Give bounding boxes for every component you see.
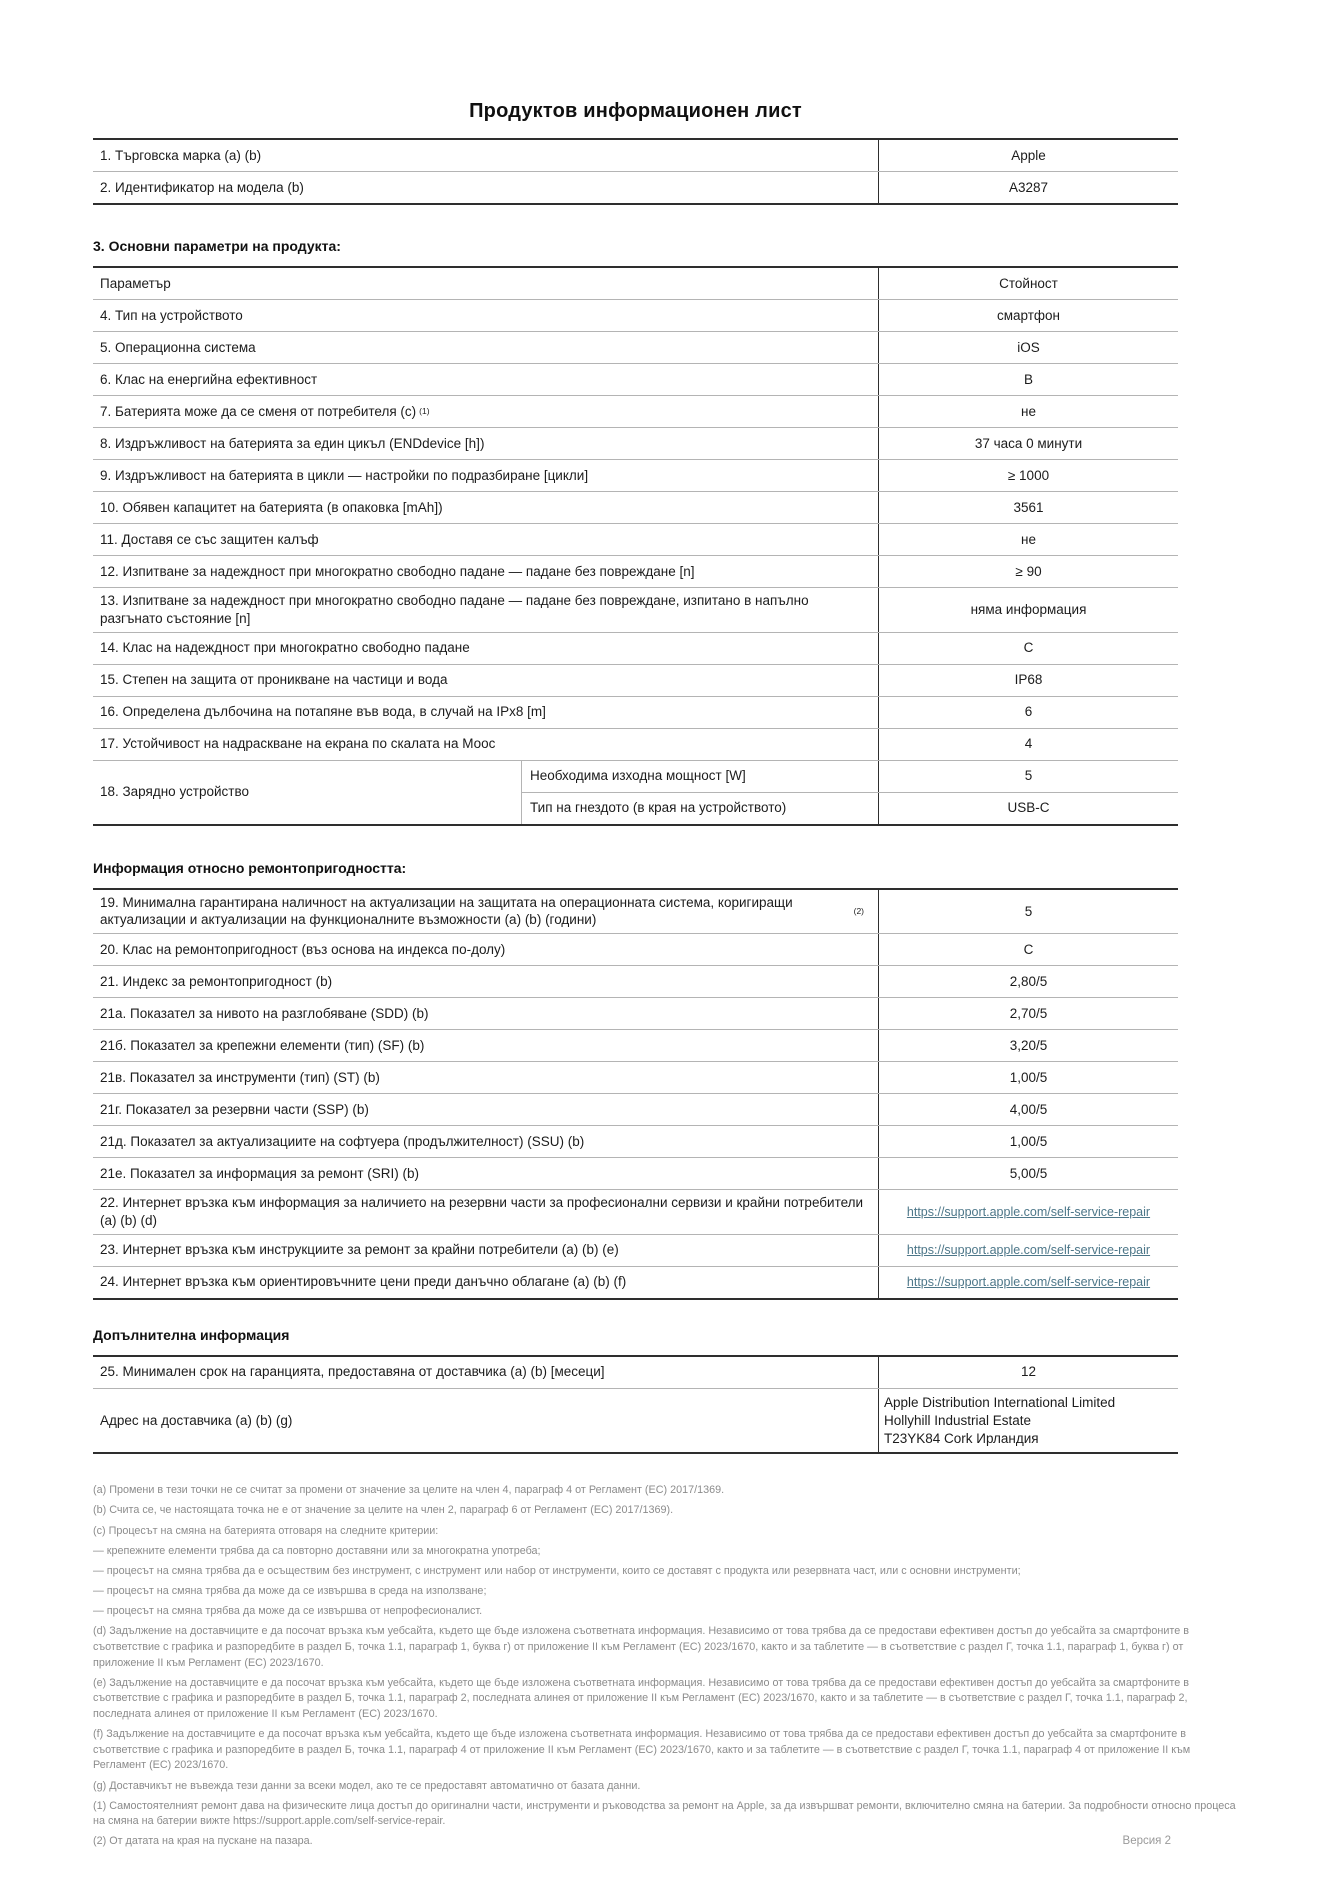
table-row bbox=[93, 890, 1178, 935]
row-label: 11. Доставя се със защитен калъф bbox=[100, 531, 319, 547]
row-value: 37 часа 0 минути bbox=[878, 428, 1178, 459]
row-value bbox=[878, 1267, 1178, 1298]
repair-instructions-link[interactable]: https://support.apple.com/self-service-repair bbox=[906, 1243, 1151, 1258]
footnote-c: (c) Процесът на смяна на батерията отговаря на следните критерии: bbox=[93, 1524, 439, 1537]
table-header-row bbox=[93, 268, 1178, 300]
row-value: ≥ 90 bbox=[878, 556, 1178, 587]
row-value: iOS bbox=[878, 332, 1178, 363]
table-row bbox=[93, 966, 1178, 998]
section-heading-additional: Допълнителна информация bbox=[93, 1326, 290, 1343]
pretax-prices-link[interactable]: https://support.apple.com/self-service-repair bbox=[906, 1275, 1151, 1290]
table-row bbox=[93, 1030, 1178, 1062]
row-label: 21в. Показател за инструменти (тип) (ST) (b) bbox=[100, 1069, 380, 1085]
charger-subrow bbox=[522, 761, 1178, 793]
charger-subrow bbox=[522, 793, 1178, 824]
subrow-label: Тип на гнездото (в края на устройството) bbox=[530, 800, 787, 816]
row-value: C bbox=[878, 633, 1178, 664]
table-row bbox=[93, 1190, 1178, 1235]
table-row bbox=[93, 1126, 1178, 1158]
row-value bbox=[878, 1235, 1178, 1266]
subrow-value: USB-C bbox=[878, 793, 1178, 824]
row-label: 23. Интернет връзка към инструкциите за ремонт за крайни потребители (a) (b) (e) bbox=[100, 1242, 619, 1258]
row-value: IP68 bbox=[878, 665, 1178, 696]
charger-subtable bbox=[521, 761, 1178, 824]
row-label: 21б. Показател за крепежни елементи (тип) (SF) (b) bbox=[100, 1037, 425, 1053]
table-row bbox=[93, 140, 1178, 172]
row-label: 21е. Показател за информация за ремонт (SRI) (b) bbox=[100, 1165, 419, 1181]
table-row bbox=[93, 1062, 1178, 1094]
footnote-2: (2) От датата на края на пускане на пазара. bbox=[93, 1835, 313, 1848]
row-label: 13. Изпитване за надеждност при многократно свободно падане — падане без повреждане, изпитано в напълно разгънато състояние [n] bbox=[100, 593, 809, 626]
supplier-address-line: T23YK84 Cork Ирландия bbox=[884, 1430, 1039, 1446]
column-header-parameter: Параметър bbox=[100, 275, 171, 291]
row-value: 2,80/5 bbox=[878, 966, 1178, 997]
table-row bbox=[93, 1267, 1178, 1298]
page-title: Продуктов информационен лист bbox=[469, 100, 802, 122]
row-value: Apple bbox=[878, 140, 1178, 171]
row-label: 9. Издръжливост на батерията в цикли — настройки по подразбиране [цикли] bbox=[100, 467, 589, 483]
row-value: 1,00/5 bbox=[878, 1062, 1178, 1093]
table-row bbox=[93, 934, 1178, 966]
table-row bbox=[93, 1158, 1178, 1190]
footnote-c-bullet-2: — процесът на смяна трябва да е осъществим без инструмент, с инструмент или набор от инструменти, които се доставят с продукта или резервната част, или с основни инструменти; bbox=[93, 1564, 1021, 1577]
table-row bbox=[93, 556, 1178, 588]
row-label: 24. Интернет връзка към ориентировъчните цени преди данъчно облагане (a) (b) (f) bbox=[100, 1274, 627, 1290]
row-label: 21д. Показател за актуализациите на софтуера (продължителност) (SSU) (b) bbox=[100, 1133, 585, 1149]
row-label: 5. Операционна система bbox=[100, 339, 256, 355]
row-value: 2,70/5 bbox=[878, 998, 1178, 1029]
row-value: 12 bbox=[878, 1357, 1178, 1388]
row-label: 18. Зарядно устройство bbox=[100, 784, 249, 800]
supplier-address bbox=[878, 1389, 1178, 1452]
row-label-text: 19. Минимална гарантирана наличност на актуализации на защитата на операционната система, коригиращи актуализации и актуализации на функционалните възможности (a) (b) (години) bbox=[100, 894, 793, 928]
footnote-d: (d) Задължение на доставчиците е да посочат връзка към уебсайта, където ще бъде изложена съответната информация. Независимо от това трябва да се предостави ефективен достъп до уебсайта за смартфоните в съответствие с графика и разпоредбите в раздел Б, точка 1.1, параграф 1, буква г) от приложение II към Регламент (ЕС) 2023/1670, както и за таблетите — в съответствие с раздел Г, точка 1.1, параграф 1, буква г) от приложение II към Регламент (ЕС) 2023/1670. bbox=[93, 1625, 1189, 1669]
row-label: 16. Определена дълбочина на потапяне във вода, в случай на IPx8 [m] bbox=[100, 704, 546, 720]
footnote-1: (1) Самостоятелният ремонт дава на физическите лица достъп до оригинални части, инструменти и ръководства за ремонт на Apple, за да извършват ремонти, включително смяна на батерии. За подробности относно процеса на смяна на батерии вижте https://support.apple.com/self-service-repair. bbox=[93, 1799, 1236, 1828]
row-value: 1,00/5 bbox=[878, 1126, 1178, 1157]
table-row bbox=[93, 300, 1178, 332]
footnote-c-bullet-3: — процесът на смяна трябва да може да се извършва в среда на използване; bbox=[93, 1585, 487, 1598]
row-value: смартфон bbox=[878, 300, 1178, 331]
footnote-ref-1: (1) bbox=[419, 406, 430, 417]
supplier-address-line: Apple Distribution International Limited bbox=[884, 1394, 1116, 1410]
footnote-a: (a) Промени в тези точки не се считат за промени от значение за целите на член 4, параграф 4 от Регламент (ЕС) 2017/1369. bbox=[93, 1484, 725, 1497]
row-value: 6 bbox=[878, 697, 1178, 728]
charger-row bbox=[93, 761, 1178, 824]
row-label: 21. Индекс за ремонтопригодност (b) bbox=[100, 973, 333, 989]
row-label: 2. Идентификатор на модела (b) bbox=[100, 179, 304, 195]
row-label: 15. Степен на защита от проникване на частици и вода bbox=[100, 672, 448, 688]
table-row bbox=[93, 633, 1178, 665]
footnote-ref-2: (2) bbox=[853, 906, 864, 917]
row-label-text: 7. Батерията може да се сменя от потребителя (c) bbox=[100, 403, 417, 419]
table-row bbox=[93, 428, 1178, 460]
repairability-table bbox=[93, 888, 1178, 1300]
row-label bbox=[93, 396, 878, 427]
table-row bbox=[93, 492, 1178, 524]
footnote-f: (f) Задължение на доставчиците е да посочат връзка към уебсайта, където ще бъде изложена съответната информация. Независимо от това трябва да се предостави ефективен достъп до уебсайта за смартфоните в съответствие с графика и разпоредбите в раздел Б, точка 1.1, параграф 4 от приложение II към Регламент (ЕС) 2023/1670, както и за таблетите — в съответствие с раздел Г, точка 1.1, параграф 4 от приложение II към Регламент (ЕС) 2023/1670. bbox=[93, 1728, 1191, 1772]
row-label: 6. Клас на енергийна ефективност bbox=[100, 371, 318, 387]
table-row bbox=[93, 588, 1178, 633]
identification-table bbox=[93, 138, 1178, 205]
row-value: 3561 bbox=[878, 492, 1178, 523]
table-row bbox=[93, 172, 1178, 203]
row-label bbox=[93, 890, 878, 934]
table-row bbox=[93, 729, 1178, 761]
table-row bbox=[93, 998, 1178, 1030]
subrow-value: 5 bbox=[878, 761, 1178, 792]
row-value: C bbox=[878, 934, 1178, 965]
row-value: A3287 bbox=[878, 172, 1178, 203]
section-heading-main-parameters: 3. Основни параметри на продукта: bbox=[93, 238, 341, 254]
table-row bbox=[93, 396, 1178, 428]
row-label: 10. Обявен капацитет на батерията (в опаковка [mAh]) bbox=[100, 499, 443, 515]
row-label: 25. Минимален срок на гаранцията, предоставяна от доставчика (a) (b) [месеци] bbox=[100, 1364, 605, 1380]
row-label: 12. Изпитване за надеждност при многократно свободно падане — падане без повреждане [n] bbox=[100, 563, 695, 579]
footnote-c-bullet-1: — крепежните елементи трябва да са повторно доставяни или за многократна употреба; bbox=[93, 1544, 541, 1557]
column-header-value: Стойност bbox=[878, 268, 1178, 299]
row-label: 21г. Показател за резервни части (SSP) (b) bbox=[100, 1101, 369, 1117]
row-value: 5,00/5 bbox=[878, 1158, 1178, 1189]
row-label: 22. Интернет връзка към информация за наличието на резервни части за професионални сервизи и крайни потребители (a) (b) (d) bbox=[100, 1195, 864, 1229]
row-value: 4 bbox=[878, 729, 1178, 760]
spare-parts-link[interactable]: https://support.apple.com/self-service-repair bbox=[906, 1204, 1151, 1219]
subrow-label: Необходима изходна мощност [W] bbox=[530, 768, 746, 784]
row-value: не bbox=[878, 524, 1178, 555]
row-label: Адрес на доставчика (a) (b) (g) bbox=[100, 1412, 293, 1428]
row-label: 1. Търговска марка (a) (b) bbox=[100, 147, 262, 163]
row-label: 8. Издръжливост на батерията за един цикъл (ENDdevice [h]) bbox=[100, 435, 485, 451]
footnote-c-bullet-4: — процесът на смяна трябва да може да се извършва от непрофесионалист. bbox=[93, 1605, 483, 1618]
row-value: B bbox=[878, 364, 1178, 395]
table-row bbox=[93, 460, 1178, 492]
row-value: 5 bbox=[878, 890, 1178, 934]
additional-table bbox=[93, 1355, 1178, 1454]
footnote-g: (g) Доставчикът не въвежда тези данни за всеки модел, ако те се предоставят автоматично от базата данни. bbox=[93, 1779, 641, 1792]
row-label: 14. Клас на надеждност при многократно свободно падане bbox=[100, 640, 470, 656]
row-value: 3,20/5 bbox=[878, 1030, 1178, 1061]
table-row bbox=[93, 1094, 1178, 1126]
main-parameters-table bbox=[93, 266, 1178, 826]
table-row bbox=[93, 332, 1178, 364]
version-label: Версия 2 bbox=[1122, 1835, 1171, 1848]
row-value bbox=[878, 1190, 1178, 1234]
table-row bbox=[93, 665, 1178, 697]
row-label: 4. Тип на устройството bbox=[100, 307, 243, 323]
table-row bbox=[93, 697, 1178, 729]
table-row bbox=[93, 1357, 1178, 1389]
footnote-e: (e) Задължение на доставчиците е да посочат връзка към уебсайта, където ще бъде изложена съответната информация. Независимо от това трябва да се предостави ефективен достъп до уебсайта за смартфоните в съответствие с графика и разпоредбите в раздел Б, точка 1.1, параграф 2, последната алинея от приложение II към Регламент (ЕС) 2023/1670, както и за таблетите — в съответствие с раздел Г, точка 1.1, параграф 2, последната алинея от приложение II към Регламент (ЕС) 2023/1670. bbox=[93, 1676, 1189, 1720]
row-value: ≥ 1000 bbox=[878, 460, 1178, 491]
row-value: не bbox=[878, 396, 1178, 427]
supplier-address-row bbox=[93, 1389, 1178, 1452]
section-heading-repairability: Информация относно ремонтопригодността: bbox=[93, 859, 407, 876]
row-value: 4,00/5 bbox=[878, 1094, 1178, 1125]
table-row bbox=[93, 364, 1178, 396]
table-row bbox=[93, 1235, 1178, 1267]
row-label: 17. Устойчивост на надраскване на екрана по скалата на Моос bbox=[100, 736, 496, 752]
row-label: 21а. Показател за нивото на разглобяване (SDD) (b) bbox=[100, 1005, 429, 1021]
footnotes bbox=[93, 1483, 1239, 1854]
footnote-b: (b) Счита се, че настоящата точка не е от значение за целите на член 2, параграф 6 от Регламент (ЕС) 2017/1369). bbox=[93, 1504, 674, 1517]
table-row bbox=[93, 524, 1178, 556]
supplier-address-line: Hollyhill Industrial Estate bbox=[884, 1412, 1032, 1428]
row-value: няма информация bbox=[878, 588, 1178, 632]
row-label: 20. Клас на ремонтопригодност (въз основа на индекса по-долу) bbox=[100, 941, 506, 957]
